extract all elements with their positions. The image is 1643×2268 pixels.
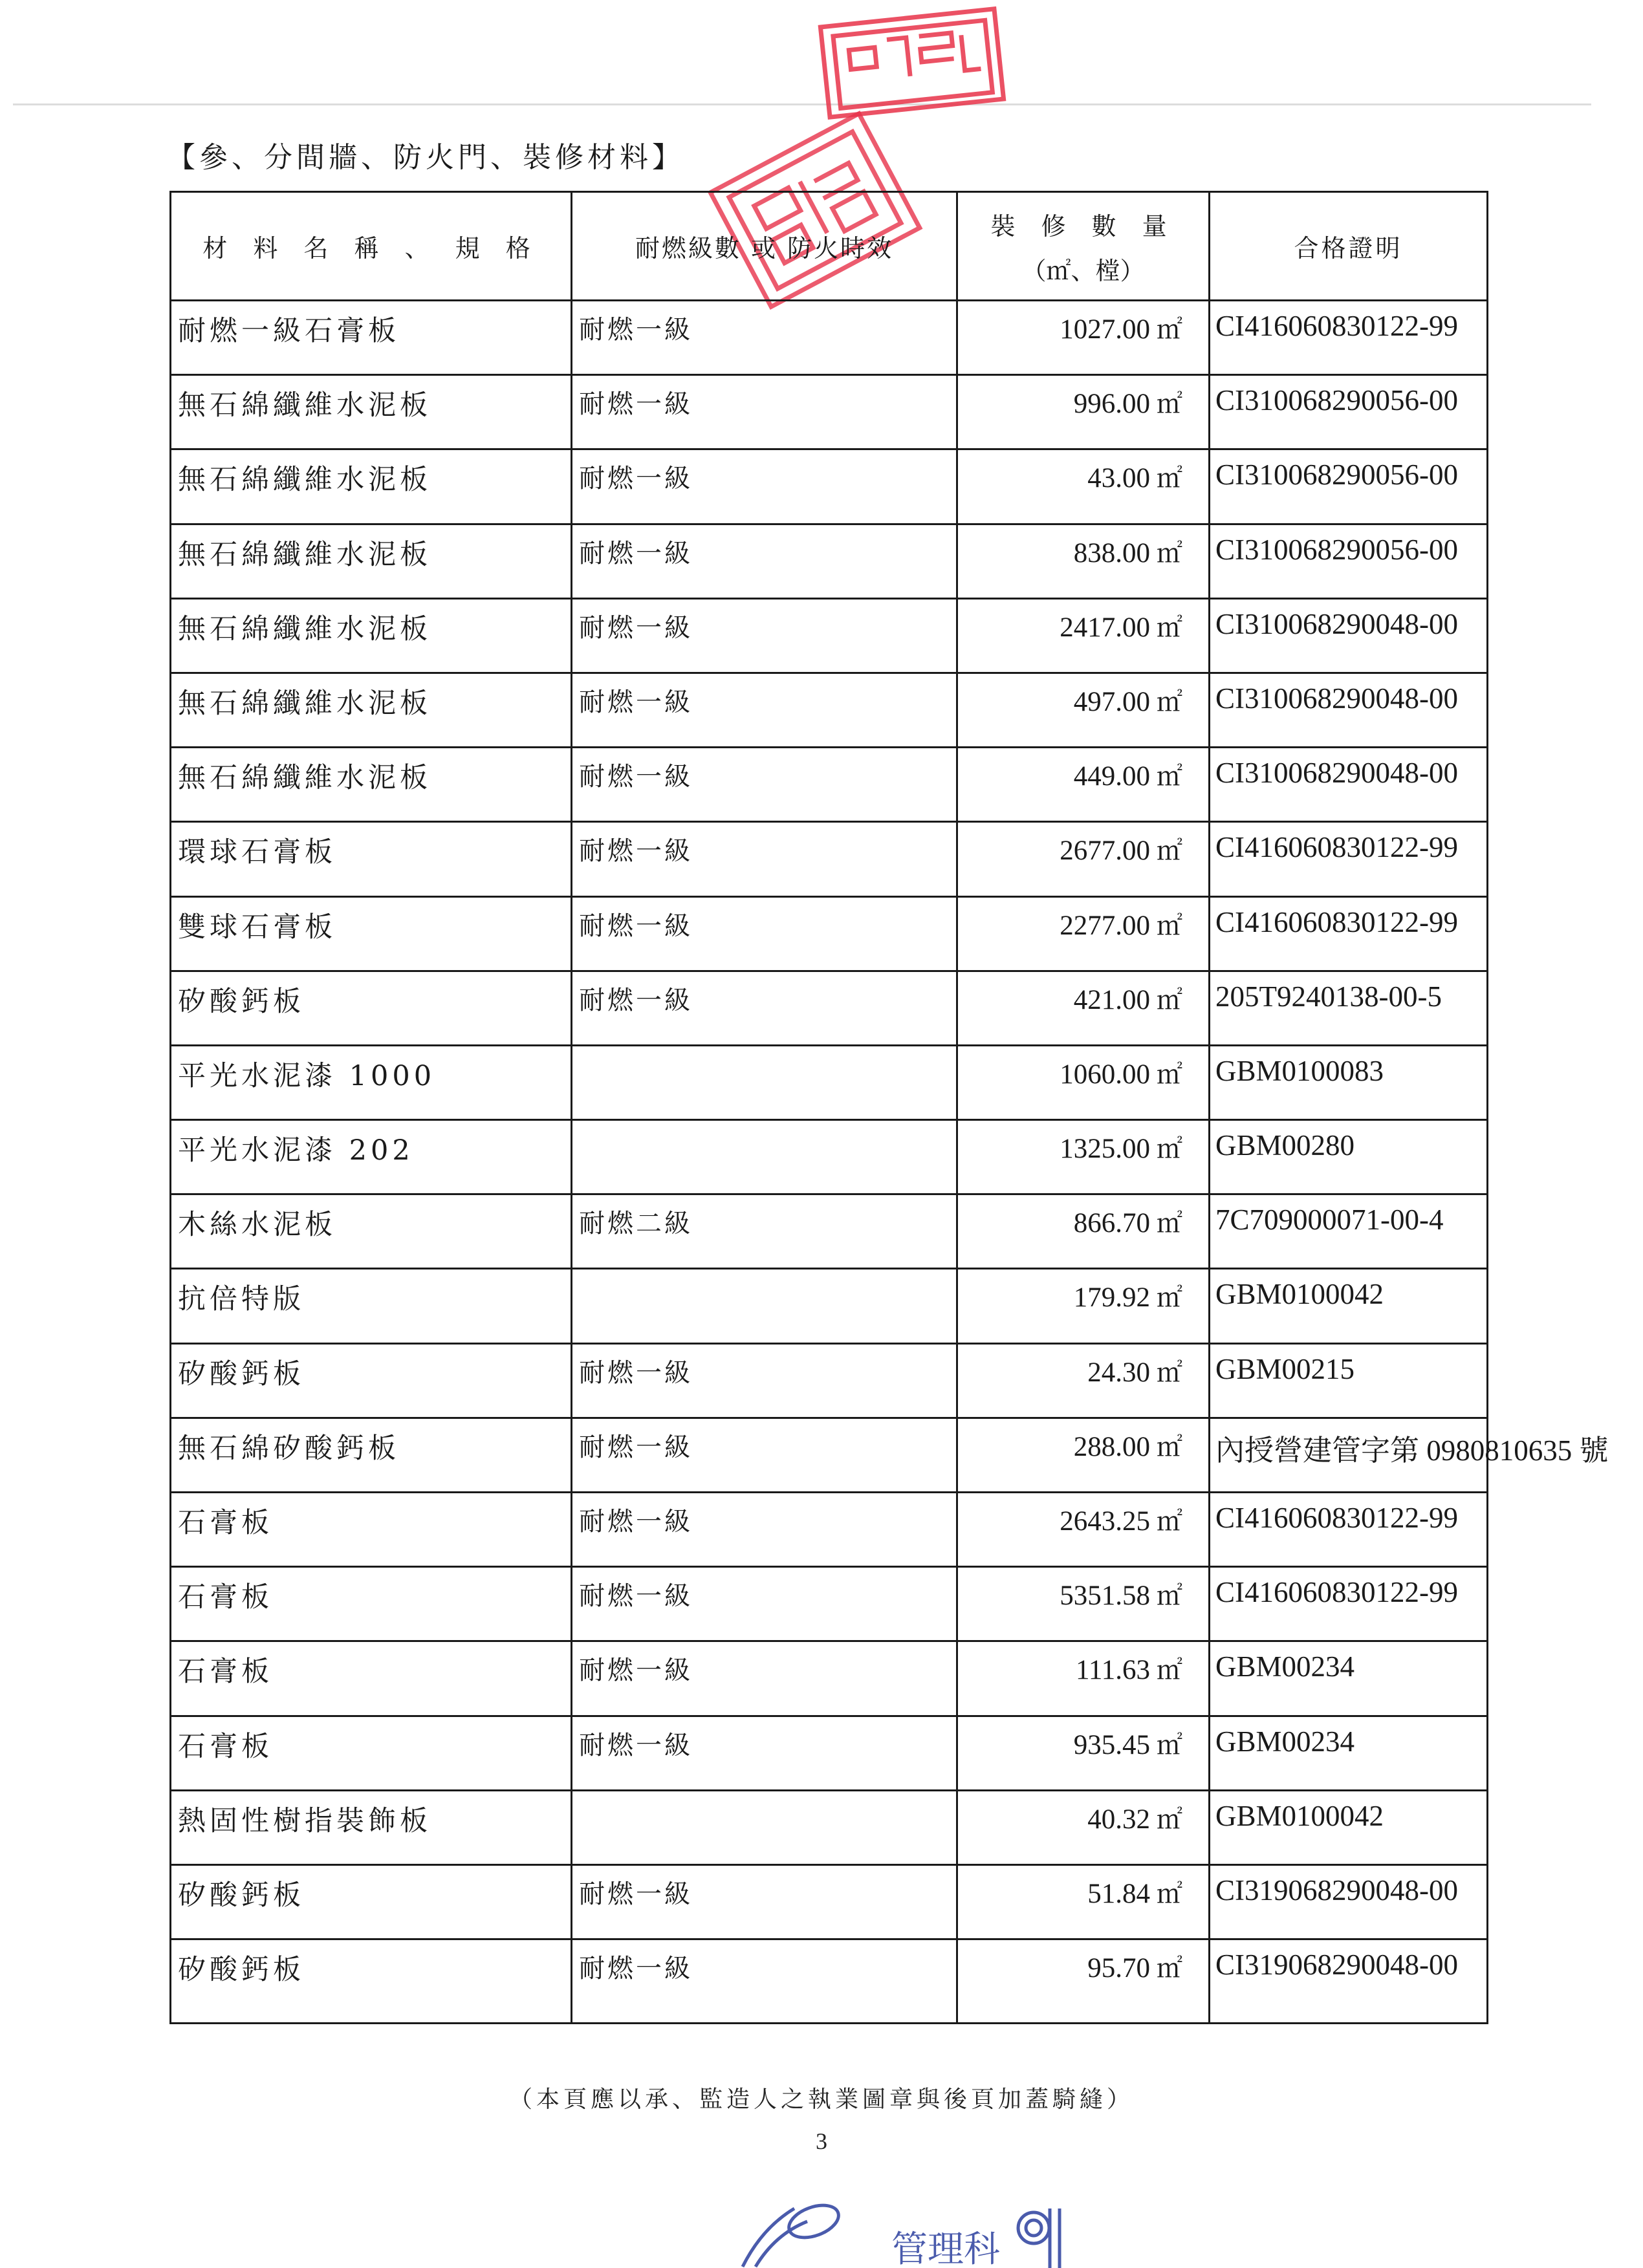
table-row bbox=[171, 1194, 1488, 1269]
material-name-cell: 石膏板 bbox=[171, 1641, 572, 1716]
certificate-cell: GBM0100042 bbox=[1210, 1790, 1488, 1864]
fire-grade-cell: 耐燃一級 bbox=[572, 1567, 957, 1641]
quantity-unit: ㎡ bbox=[1157, 1656, 1182, 1685]
quantity-value: 95.70 bbox=[1087, 1953, 1150, 1984]
material-name-cell: 無石綿纖維水泥板 bbox=[171, 449, 572, 524]
fire-grade-cell: 耐燃一級 bbox=[572, 1343, 957, 1418]
certificate-cell: CI310068290048-00 bbox=[1210, 748, 1488, 822]
quantity-value: 497.00 bbox=[1073, 686, 1150, 717]
quantity-unit: ㎡ bbox=[1157, 1879, 1182, 1908]
quantity-unit: ㎡ bbox=[1157, 1357, 1182, 1387]
table-row bbox=[171, 1045, 1488, 1119]
material-name-cell: 環球石膏板 bbox=[171, 822, 572, 896]
certificate-cell: CI310068290056-00 bbox=[1210, 449, 1488, 524]
fire-grade-cell: 耐燃一級 bbox=[572, 1939, 957, 2024]
quantity-cell bbox=[957, 748, 1210, 822]
quantity-value: 2417.00 bbox=[1060, 612, 1150, 643]
fire-grade-cell: 耐燃一級 bbox=[572, 971, 957, 1045]
quantity-unit: ㎡ bbox=[1157, 836, 1182, 866]
quantity-unit: ㎡ bbox=[1157, 911, 1182, 940]
table-row bbox=[171, 1790, 1488, 1864]
quantity-unit: ㎡ bbox=[1157, 1954, 1182, 1983]
quantity-cell bbox=[957, 1418, 1210, 1492]
section-title: 【參、分間牆、防火門、裝修材料】 bbox=[167, 141, 684, 174]
quantity-unit: ㎡ bbox=[1157, 612, 1182, 642]
table-row bbox=[171, 1716, 1488, 1790]
quantity-unit: ㎡ bbox=[1157, 1209, 1182, 1238]
certificate-cell: CI416060830122-99 bbox=[1210, 896, 1488, 971]
quantity-unit: ㎡ bbox=[1157, 389, 1182, 419]
header-fire-grade bbox=[572, 192, 957, 301]
table-row bbox=[171, 1864, 1488, 1939]
fire-grade-cell: 耐燃一級 bbox=[572, 1418, 957, 1492]
quantity-value: 2643.25 bbox=[1060, 1506, 1150, 1537]
quantity-unit: ㎡ bbox=[1157, 1283, 1182, 1313]
material-name-cell: 平光水泥漆 1000 bbox=[171, 1045, 572, 1119]
table-row bbox=[171, 1120, 1488, 1194]
material-name-cell: 無石綿纖維水泥板 bbox=[171, 673, 572, 747]
quantity-value: 866.70 bbox=[1073, 1208, 1150, 1239]
quantity-cell bbox=[957, 1567, 1210, 1641]
quantity-cell bbox=[957, 1120, 1210, 1194]
fire-grade-cell bbox=[572, 1045, 957, 1119]
certificate-cell: CI319068290048-00 bbox=[1210, 1939, 1488, 2024]
table-row bbox=[171, 896, 1488, 971]
certificate-cell: GBM0100083 bbox=[1210, 1045, 1488, 1119]
quantity-value: 5351.58 bbox=[1060, 1581, 1150, 1612]
material-name-cell: 木絲水泥板 bbox=[171, 1194, 572, 1269]
certificate-cell: CI416060830122-99 bbox=[1210, 822, 1488, 896]
certificate-cell: CI310068290048-00 bbox=[1210, 673, 1488, 747]
fire-grade-cell: 耐燃一級 bbox=[572, 598, 957, 673]
certificate-cell: 205T9240138-00-5 bbox=[1210, 971, 1488, 1045]
table-row bbox=[171, 1269, 1488, 1343]
certificate-cell: 7C709000071-00-4 bbox=[1210, 1194, 1488, 1269]
quantity-value: 421.00 bbox=[1073, 984, 1150, 1015]
table-row bbox=[171, 1641, 1488, 1716]
material-name-cell: 無石綿纖維水泥板 bbox=[171, 598, 572, 673]
quantity-cell bbox=[957, 1194, 1210, 1269]
fire-grade-cell: 耐燃一級 bbox=[572, 449, 957, 524]
certificate-cell: CI310068290056-00 bbox=[1210, 524, 1488, 598]
quantity-unit: ㎡ bbox=[1157, 1059, 1182, 1089]
table-row bbox=[171, 673, 1488, 747]
quantity-value: 40.32 bbox=[1087, 1804, 1150, 1835]
quantity-cell bbox=[957, 971, 1210, 1045]
table-row bbox=[171, 1343, 1488, 1418]
table-row bbox=[171, 822, 1488, 896]
material-name-cell: 矽酸鈣板 bbox=[171, 971, 572, 1045]
quantity-value: 51.84 bbox=[1087, 1878, 1150, 1909]
table-row bbox=[171, 1493, 1488, 1567]
header-fire-grade-label: 耐燃級數 或 防火時效 bbox=[635, 234, 894, 263]
quantity-unit: ㎡ bbox=[1157, 687, 1182, 717]
quantity-unit: ㎡ bbox=[1157, 1581, 1182, 1611]
material-name-cell: 無石綿纖維水泥板 bbox=[171, 375, 572, 449]
quantity-cell bbox=[957, 1716, 1210, 1790]
quantity-cell bbox=[957, 1864, 1210, 1939]
fire-grade-cell: 耐燃二級 bbox=[572, 1194, 957, 1269]
certificate-cell: GBM00280 bbox=[1210, 1120, 1488, 1194]
table-row bbox=[171, 1567, 1488, 1641]
certificate-cell: CI416060830122-99 bbox=[1210, 1567, 1488, 1641]
quantity-unit: ㎡ bbox=[1157, 1730, 1182, 1760]
material-name-cell: 耐燃一級石膏板 bbox=[171, 301, 572, 375]
quantity-value: 288.00 bbox=[1073, 1431, 1150, 1462]
quantity-cell bbox=[957, 822, 1210, 896]
certificate-cell: GBM00234 bbox=[1210, 1641, 1488, 1716]
material-name-cell: 石膏板 bbox=[171, 1716, 572, 1790]
quantity-cell bbox=[957, 375, 1210, 449]
quantity-unit: ㎡ bbox=[1157, 1432, 1182, 1462]
material-name-cell: 無石綿纖維水泥板 bbox=[171, 524, 572, 598]
header-material-name bbox=[171, 192, 572, 301]
quantity-cell bbox=[957, 1939, 1210, 2024]
quantity-unit: ㎡ bbox=[1157, 315, 1182, 344]
table-row bbox=[171, 598, 1488, 673]
department-stamp bbox=[736, 2189, 1072, 2268]
table-header-row bbox=[171, 192, 1488, 301]
certificate-cell: GBM0100042 bbox=[1210, 1269, 1488, 1343]
quantity-value: 2277.00 bbox=[1060, 910, 1150, 941]
certificate-cell: GBM00215 bbox=[1210, 1343, 1488, 1418]
fire-grade-cell: 耐燃一級 bbox=[572, 673, 957, 747]
quantity-cell bbox=[957, 896, 1210, 971]
table-row bbox=[171, 375, 1488, 449]
fire-grade-cell: 耐燃一級 bbox=[572, 896, 957, 971]
quantity-unit: ㎡ bbox=[1157, 1507, 1182, 1536]
quantity-value: 1325.00 bbox=[1060, 1134, 1150, 1165]
fire-grade-cell: 耐燃一級 bbox=[572, 1641, 957, 1716]
quantity-cell bbox=[957, 449, 1210, 524]
fire-grade-cell: 耐燃一級 bbox=[572, 375, 957, 449]
material-name-cell: 平光水泥漆 202 bbox=[171, 1120, 572, 1194]
quantity-value: 449.00 bbox=[1073, 761, 1150, 792]
quantity-cell bbox=[957, 1045, 1210, 1119]
materials-table bbox=[169, 191, 1609, 2024]
fire-grade-cell: 耐燃一級 bbox=[572, 1864, 957, 1939]
scan-top-rule bbox=[13, 103, 1591, 105]
table-row bbox=[171, 301, 1488, 375]
quantity-cell bbox=[957, 673, 1210, 747]
quantity-cell bbox=[957, 1269, 1210, 1343]
quantity-value: 935.45 bbox=[1073, 1729, 1150, 1760]
quantity-unit: ㎡ bbox=[1157, 464, 1182, 493]
fire-grade-cell: 耐燃一級 bbox=[572, 301, 957, 375]
quantity-value: 2677.00 bbox=[1060, 836, 1150, 867]
certificate-cell: GBM00234 bbox=[1210, 1716, 1488, 1790]
department-stamp-text: 管理科 bbox=[891, 2229, 1000, 2268]
fire-grade-cell bbox=[572, 1790, 957, 1864]
quantity-value: 24.30 bbox=[1087, 1357, 1150, 1388]
table-row bbox=[171, 971, 1488, 1045]
fire-grade-cell bbox=[572, 1269, 957, 1343]
quantity-cell bbox=[957, 524, 1210, 598]
header-quantity-unit: （㎡、樘） bbox=[1021, 256, 1145, 285]
quantity-value: 179.92 bbox=[1073, 1282, 1150, 1313]
header-certificate-label: 合格證明 bbox=[1294, 234, 1403, 263]
page-number: 3 bbox=[816, 2128, 827, 2154]
quantity-cell bbox=[957, 1641, 1210, 1716]
quantity-unit: ㎡ bbox=[1157, 985, 1182, 1015]
table-row bbox=[171, 524, 1488, 598]
quantity-cell bbox=[957, 1493, 1210, 1567]
table-row bbox=[171, 1418, 1488, 1492]
material-name-cell: 矽酸鈣板 bbox=[171, 1939, 572, 2024]
quantity-cell bbox=[957, 301, 1210, 375]
material-name-cell: 抗倍特版 bbox=[171, 1269, 572, 1343]
top-seal-stamp bbox=[812, 12, 1019, 109]
quantity-value: 43.00 bbox=[1087, 463, 1150, 494]
quantity-unit: ㎡ bbox=[1157, 538, 1182, 568]
material-name-cell: 無石綿纖維水泥板 bbox=[171, 748, 572, 822]
quantity-cell bbox=[957, 1343, 1210, 1418]
quantity-cell bbox=[957, 598, 1210, 673]
certificate-cell: 內授營建管字第 0980810635 號 bbox=[1210, 1418, 1488, 1492]
quantity-value: 111.63 bbox=[1075, 1655, 1150, 1686]
fire-grade-cell: 耐燃一級 bbox=[572, 748, 957, 822]
material-name-cell: 雙球石膏板 bbox=[171, 896, 572, 971]
fire-grade-cell: 耐燃一級 bbox=[572, 822, 957, 896]
quantity-cell bbox=[957, 1790, 1210, 1864]
header-quantity bbox=[957, 192, 1210, 301]
quantity-value: 1060.00 bbox=[1060, 1059, 1150, 1090]
quantity-value: 1027.00 bbox=[1060, 314, 1150, 345]
material-name-cell: 矽酸鈣板 bbox=[171, 1864, 572, 1939]
quantity-unit: ㎡ bbox=[1157, 1804, 1182, 1834]
material-name-cell: 石膏板 bbox=[171, 1567, 572, 1641]
quantity-unit: ㎡ bbox=[1157, 1134, 1182, 1164]
quantity-unit: ㎡ bbox=[1157, 762, 1182, 792]
fire-grade-cell: 耐燃一級 bbox=[572, 524, 957, 598]
certificate-cell: CI416060830122-99 bbox=[1210, 301, 1488, 375]
material-name-cell: 矽酸鈣板 bbox=[171, 1343, 572, 1418]
certificate-cell: CI319068290048-00 bbox=[1210, 1864, 1488, 1939]
fire-grade-cell: 耐燃一級 bbox=[572, 1493, 957, 1567]
certificate-cell: CI416060830122-99 bbox=[1210, 1493, 1488, 1567]
seal-instruction-note: （本頁應以承、監造人之執業圖章與後頁加蓋騎縫） bbox=[508, 2086, 1134, 2113]
table-row bbox=[171, 1939, 1488, 2024]
header-quantity-label: 裝 修 數 量 bbox=[990, 211, 1176, 241]
certificate-cell: CI310068290056-00 bbox=[1210, 375, 1488, 449]
header-certificate bbox=[1210, 192, 1488, 301]
table-row bbox=[171, 748, 1488, 822]
top-seal-text: 騎縫章 bbox=[851, 102, 853, 103]
certificate-cell: CI310068290048-00 bbox=[1210, 598, 1488, 673]
quantity-value: 838.00 bbox=[1073, 537, 1150, 568]
fire-grade-cell bbox=[572, 1120, 957, 1194]
header-material-name-label: 材 料 名 稱 、 規 格 bbox=[202, 234, 539, 263]
top-seal-icon bbox=[820, 9, 1003, 117]
material-name-cell: 熱固性樹指裝飾板 bbox=[171, 1790, 572, 1864]
material-name-cell: 石膏板 bbox=[171, 1493, 572, 1567]
material-name-cell: 無石綿矽酸鈣板 bbox=[171, 1418, 572, 1492]
table-row bbox=[171, 449, 1488, 524]
fire-grade-cell: 耐燃一級 bbox=[572, 1716, 957, 1790]
quantity-value: 996.00 bbox=[1073, 389, 1150, 420]
